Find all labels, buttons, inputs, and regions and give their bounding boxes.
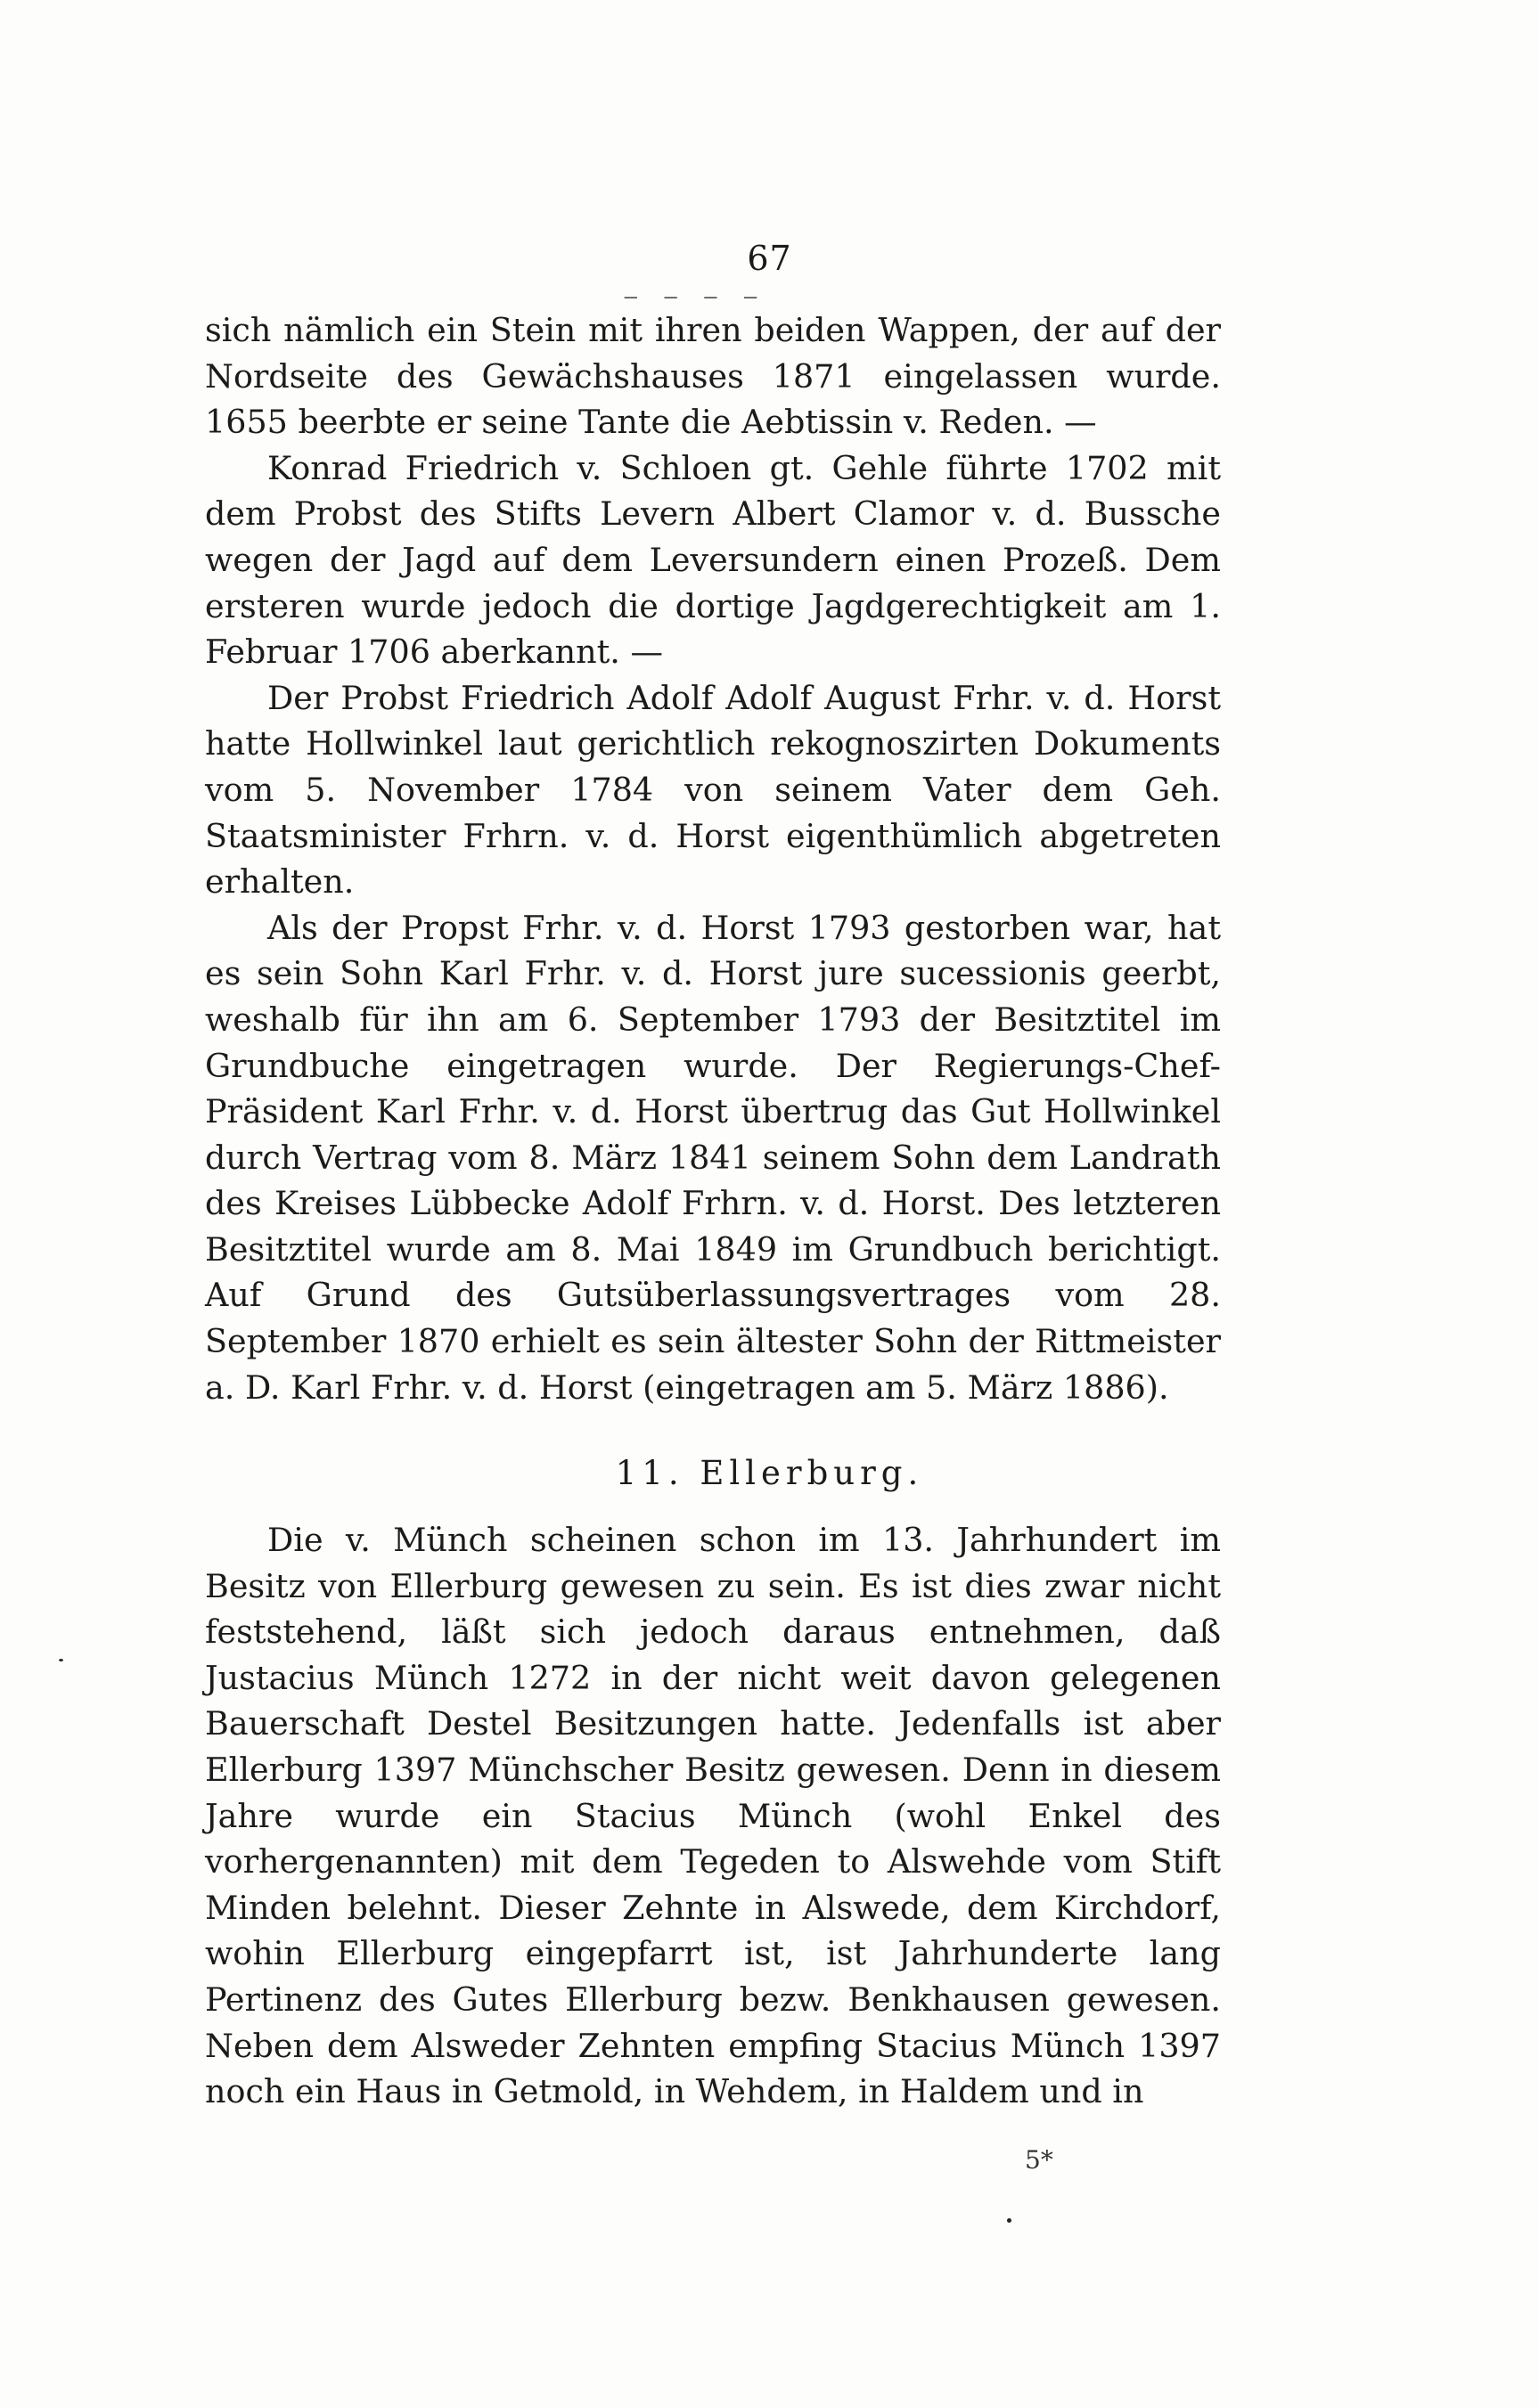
- paragraph: sich nämlich ein Stein mit ihren beiden Wappen, der auf der Nordseite des Gewächshauses 1871 eingelassen wurde. 1655 beerbte er seine Tante die Aebtissin v. Reden. —: [205, 311, 1221, 442]
- paragraph: Der Probst Friedrich Adolf Adolf August Frhr. v. d. Horst hatte Hollwinkel laut gerichtlich rekognoszirten Dokuments vom 5. November 1784 von seinem Vater dem Geh. Staatsminister Frhrn. v. d. Horst eigenthümlich abgetreten erhalten.: [205, 678, 1221, 902]
- paragraph: Die v. Münch scheinen schon im 13. Jahrhundert im Besitz von Ellerburg gewesen zu sein. Es ist dies zwar nicht feststehend, läßt sich jedoch daraus entnehmen, daß Justacius Münch 1272 in der nicht weit davon gelegenen Bauerschaft Destel Besitzungen hatte. Jedenfalls ist aber Ellerburg 1397 Münchscher Besitz gewesen. Denn in diesem Jahre wurde ein Stacius Münch (wohl Enkel des vorhergenannten) mit dem Tegeden to Alswehde vom Stift Minden belehnt. Dieser Zehnte in Alswede, dem Kirchdorf, wohin Ellerburg eingepfarrt ist, ist Jahrhunderte lang Pertinenz des Gutes Ellerburg bezw. Benkhausen gewesen. Neben dem Alsweder Zehnten empfing Stacius Münch 1397 noch ein Haus in Getmold, in Wehdem, in Haldem und in: [205, 1521, 1221, 2111]
- paragraph: Als der Propst Frhr. v. d. Horst 1793 gestorben war, hat es sein Sohn Karl Frhr. v. d. Horst jure sucessionis geerbt, weshalb für ihn am 6. September 1793 der Besitztitel im Grundbuche eingetragen wurde. Der Regierungs-Chef-Präsident Karl Frhr. v. d. Horst übertrug das Gut Hollwinkel durch Vertrag vom 8. März 1841 seinem Sohn dem Landrath des Kreises Lübbecke Adolf Frhrn. v. d. Horst. Des letzteren Besitztitel wurde am 8. Mai 1849 im Grundbuch berichtigt. Auf Grund des Gutsüberlassungsvertrages vom 28. September 1870 erhielt es sein ältester Sohn der Rittmeister a. D. Karl Frhr. v. d. Horst (eingetragen am 5. März 1886).: [205, 908, 1221, 1407]
- margin-speck: [59, 1659, 63, 1661]
- body-text: [205, 307, 1221, 1410]
- margin-speck: [1007, 2218, 1011, 2223]
- signature-mark: 5*: [1025, 2145, 1053, 2175]
- page-number: 67: [747, 239, 792, 278]
- section-body-text: [205, 1517, 1221, 2115]
- paragraph: Konrad Friedrich v. Schloen gt. Gehle führte 1702 mit dem Probst des Stifts Levern Albert Clamor v. d. Bussche wegen der Jagd auf dem Leversundern einen Prozeß. Dem ersteren wurde jedoch die dortige Jagdgerechtigkeit am 1. Februar 1706 aberkannt. —: [205, 448, 1221, 672]
- section-heading: 11. Ellerburg.: [615, 1454, 924, 1492]
- header-rule: ‒ ‒ ‒ ‒: [623, 283, 767, 310]
